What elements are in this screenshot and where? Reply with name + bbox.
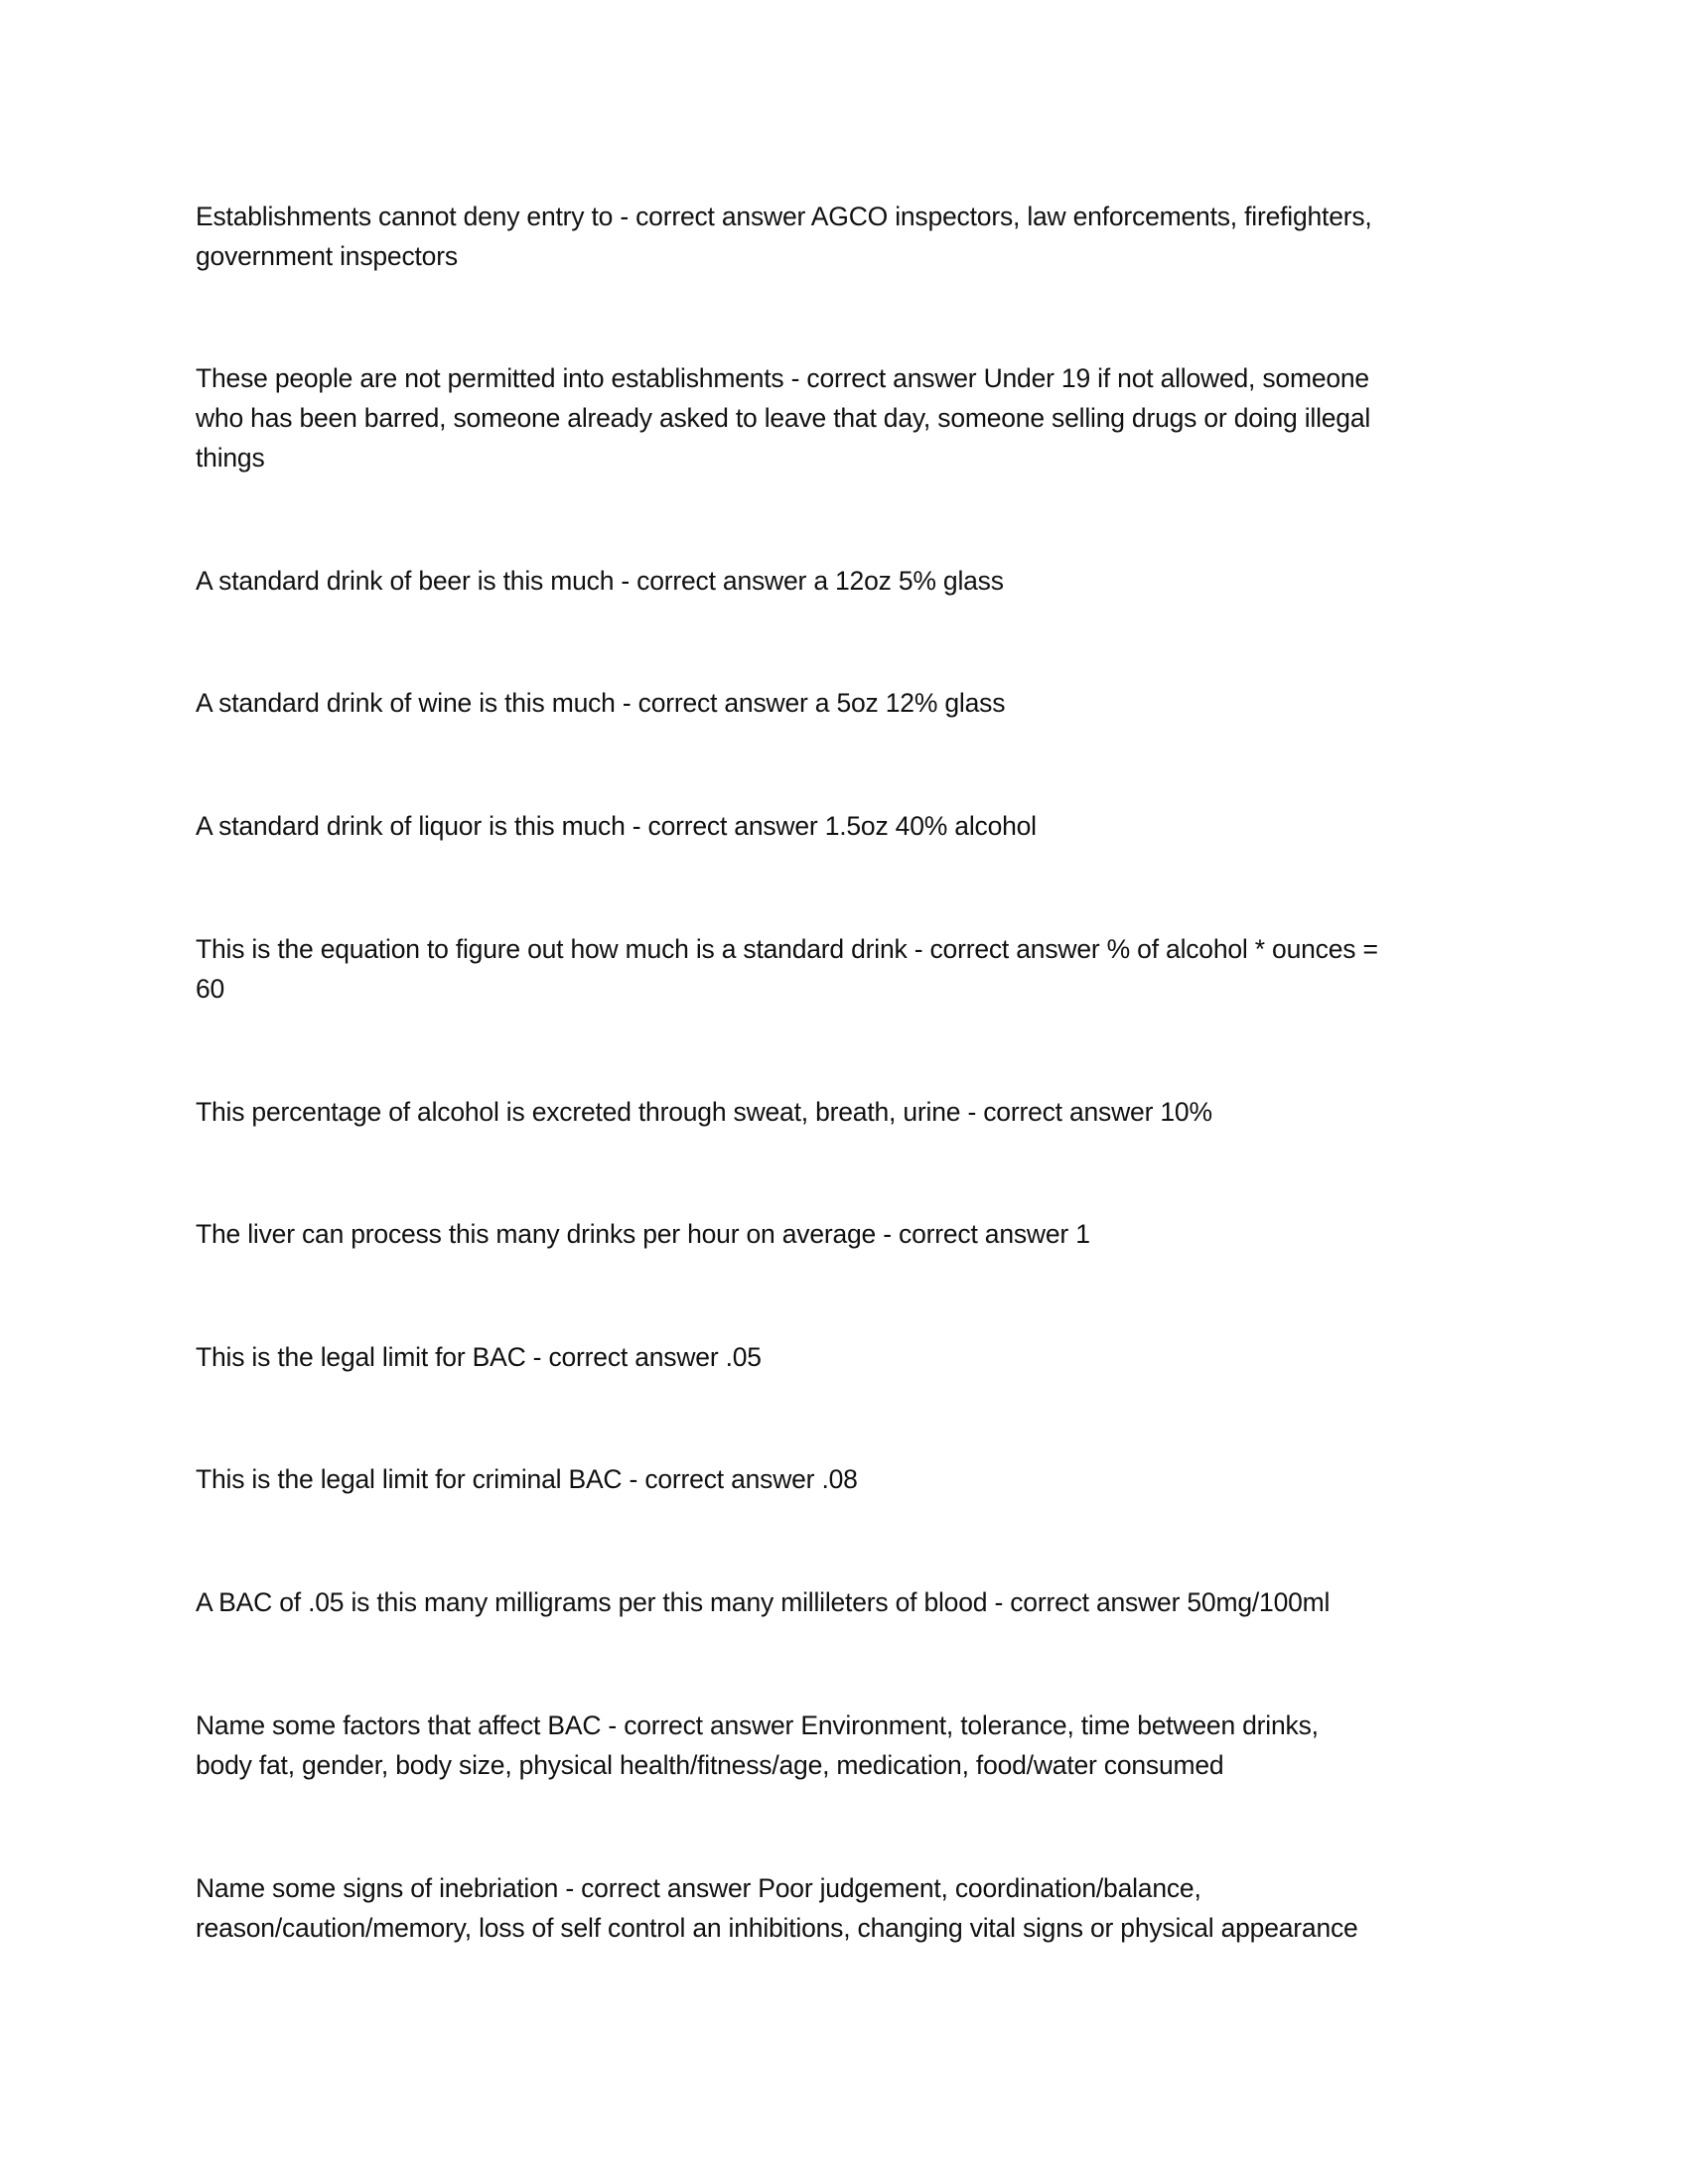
qa-entry-line: Establishments cannot deny entry to - correct answer AGCO inspectors, law enforcements, firefighters, [196,202,1372,231]
qa-entry-line: things [196,443,265,473]
qa-entry-line: A standard drink of beer is this much - correct answer a 12oz 5% glass [196,566,1004,596]
qa-entry [196,1337,762,1377]
qa-entry [196,197,1372,276]
qa-entry-line: A BAC of .05 is this many milligrams per this many millileters of blood - correct answer 50mg/100ml [196,1587,1331,1617]
qa-entry-line: The liver can process this many drinks per hour on average - correct answer 1 [196,1219,1090,1249]
qa-entry-line: A standard drink of liquor is this much - correct answer 1.5oz 40% alcohol [196,811,1037,841]
qa-entry [196,1706,1319,1785]
qa-entry-line: Name some signs of inebriation - correct answer Poor judgement, coordination/balance, [196,1873,1201,1903]
qa-entry-line: A standard drink of wine is this much - correct answer a 5oz 12% glass [196,688,1006,718]
qa-entry [196,1214,1090,1254]
qa-entry [196,683,1005,723]
qa-entry-line: body fat, gender, body size, physical health/fitness/age, medication, food/water consumed [196,1750,1224,1780]
qa-entry [196,1868,1358,1948]
qa-entry-line: government inspectors [196,241,458,271]
qa-entry [196,358,1370,478]
qa-entry-line: This is the legal limit for criminal BAC - correct answer .08 [196,1464,858,1494]
qa-entry-line: These people are not permitted into establishments - correct answer Under 19 if not allowed, someone [196,363,1369,393]
qa-entry-line: This is the legal limit for BAC - correct answer .05 [196,1342,762,1372]
qa-entry-line: This is the equation to figure out how much is a standard drink - correct answer % of alcohol * ounces = [196,934,1378,964]
qa-entry-line: Name some factors that affect BAC - correct answer Environment, tolerance, time between drinks, [196,1710,1319,1740]
qa-entry-line: who has been barred, someone already asked to leave that day, someone selling drugs or doing illegal [196,403,1371,433]
qa-entry [196,1092,1212,1132]
qa-entry-line: This percentage of alcohol is excreted through sweat, breath, urine - correct answer 10% [196,1097,1212,1127]
qa-entry [196,1459,858,1499]
qa-entry [196,929,1378,1009]
qa-entry-line: reason/caution/memory, loss of self control an inhibitions, changing vital signs or physical appearance [196,1913,1358,1943]
qa-entry [196,1582,1330,1622]
qa-entry [196,561,1004,601]
qa-entry-line: 60 [196,974,225,1004]
qa-entry [196,806,1037,846]
